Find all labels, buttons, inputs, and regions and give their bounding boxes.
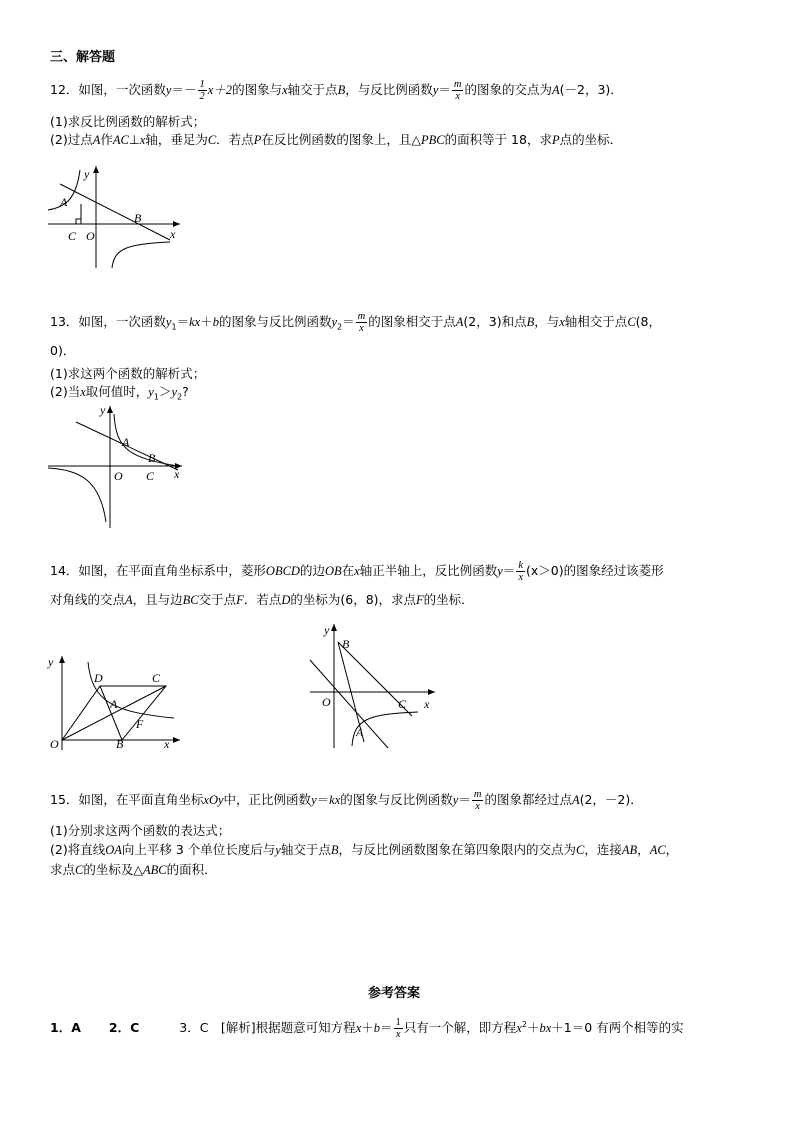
- q12-statement: 12．如图，一次函数y＝－ $\frac{1}{2}$ x＋2的图象与x轴交于点B，与反比例函数y＝ $\frac{m}{x}$ 的图象的交点为A(－2，3)．: [50, 79, 623, 102]
- fig-label-x: x: [424, 697, 430, 711]
- fraction: $\frac{k}{x}$: [518, 560, 523, 583]
- fig-label-x: x: [164, 737, 170, 751]
- fig-label-o: O: [50, 737, 59, 751]
- fig-label-f: F: [136, 717, 144, 731]
- fig-label-b: B: [134, 211, 142, 225]
- fraction: $\frac{m}{x}$: [473, 789, 482, 812]
- fig-label-d: D: [94, 671, 103, 685]
- q12-part2: (2)过点A作AC⊥x轴，垂足为C．若点P在反比例函数的图象上，且△PBC的面积等于 18，求P点的坐标．: [50, 132, 623, 147]
- q15-statement: 15．如图，在平面直角坐标xOy中，正比例函数y＝kx的图象与反比例函数y＝ $\frac{m}{x}$ 的图象都经过点A(2，－2)．: [50, 789, 643, 812]
- fig-label-c: C: [398, 697, 407, 711]
- fig-label-a: A: [60, 195, 68, 209]
- fraction: $\frac{1}{2}$: [199, 79, 205, 102]
- fig-label-c: C: [146, 469, 155, 483]
- q13-statement: 13．如图，一次函数$y_1=kx+b$的图象与反比例函数$y_2=$ $\frac{m}{x}$ 的图象相交于点A(2，3)和点B，与x轴相交于点C(8，: [50, 311, 661, 334]
- answers-title: 参考答案: [368, 986, 421, 1001]
- q14-statement: 14．如图，在平面直角坐标系中，菱形OBCD的边OB在x轴正半轴上，反比例函数y＝ $\frac{k}{x}$ (x＞0)的图象经过该菱形: [50, 560, 664, 583]
- fig-label-b: B: [342, 637, 350, 651]
- fraction: $\frac{m}{x}$: [357, 311, 366, 334]
- fig-label-y: y: [48, 655, 54, 669]
- fraction: $\frac{m}{x}$: [453, 79, 462, 102]
- fig-label-o: O: [114, 469, 123, 483]
- q15-part2: (2)将直线OA向上平移 3 个单位长度后与y轴交于点B，与反比例函数图象在第四象限内的交点为C，连接AB，AC，: [50, 842, 679, 857]
- fig-label-y: y: [100, 403, 106, 417]
- q13-line2: 0)．: [50, 343, 76, 358]
- q13-part1: (1)求这两个函数的解析式；: [50, 366, 206, 381]
- fig-label-y: y: [84, 167, 90, 181]
- answers-line: 1．A 2．C 3．C [解析]根据题意可知方程x＋b＝ $\frac{1}{x}$ 只有一个解，即方程$x^2+bx+1=0$ 有两个相等的实: [50, 1017, 684, 1041]
- q12-part1: (1)求反比例函数的解析式；: [50, 114, 206, 129]
- fig-label-a: A: [110, 697, 118, 711]
- q15-figure: [300, 620, 450, 755]
- q15-part1: (1)分别求这两个函数的表达式；: [50, 823, 231, 838]
- fig-label-o: O: [86, 229, 95, 243]
- q13-figure: [40, 400, 190, 530]
- q15-line3: 求点C的坐标及△ABC的面积．: [50, 862, 217, 877]
- fig-label-b: B: [148, 451, 156, 465]
- fraction: $\frac{1}{x}$: [395, 1017, 401, 1041]
- fig-label-y: y: [324, 623, 330, 637]
- q12-figure: [40, 160, 190, 275]
- fig-label-x: x: [170, 227, 176, 241]
- q14-line2: 对角线的交点A，且与边BC交于点F．若点D的坐标为(6，8)，求点F的坐标．: [50, 592, 474, 607]
- fig-label-a: A: [122, 435, 130, 449]
- fig-label-b: B: [116, 737, 124, 751]
- fig-label-c: C: [152, 671, 161, 685]
- q13-part2: (2)当x取何值时，$y_1>y_2$?: [50, 384, 189, 402]
- fig-label-c: C: [68, 229, 77, 243]
- fig-label-a: A: [356, 725, 364, 739]
- fig-label-x: x: [174, 467, 180, 481]
- section-title: 三、解答题: [50, 50, 116, 65]
- fig-label-o: O: [322, 695, 331, 709]
- q14-figure-rhombus: [40, 650, 190, 760]
